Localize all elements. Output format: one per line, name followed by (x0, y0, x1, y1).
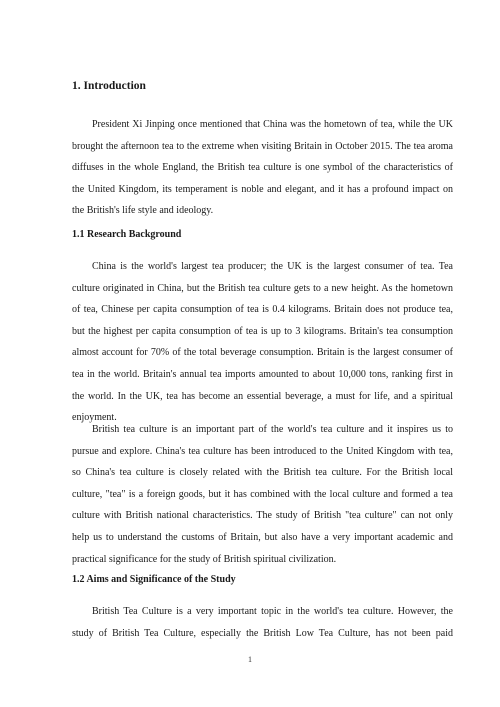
paragraph-line: brought the afternoon tea to the extreme when visiting Britain in October 2015. The tea aroma (72, 140, 453, 152)
paragraph-line: China is the world's largest tea producer; the UK is the largest consumer of tea. Tea (92, 261, 453, 272)
paragraph-line: practical significance for the study of British spiritual civilization. (72, 553, 337, 565)
paragraph-line: enjoyment. (72, 412, 117, 424)
paragraph-line: culture, "tea" is a foreign goods, but it has combined with the local culture and formed a tea (72, 488, 453, 500)
paragraph-line: diffuses in the whole England, the British tea culture is one symbol of the characteristics of (72, 162, 453, 174)
aims-significance-paragraph-1 (72, 601, 453, 644)
section-heading-research-background: 1.1 Research Background (72, 229, 182, 240)
page-number: 1 (248, 655, 252, 664)
paragraph-line: tea in the world. Britain's annual tea imports amounted to about 10,000 tons, ranking first in (72, 368, 453, 380)
paragraph-line: British tea culture is an important part of the world's tea culture and it inspires us to (92, 424, 453, 435)
section-heading-introduction: 1. Introduction (72, 80, 146, 92)
paragraph-line: study of British Tea Culture, especially the British Low Tea Culture, has not been paid (72, 627, 453, 639)
paragraph-line: British Tea Culture is a very important topic in the world's tea culture. However, the (92, 606, 453, 617)
research-background-paragraph-1 (72, 256, 453, 429)
paragraph-line: pursue and explore. China's tea culture has been introduced to the United Kingdom with tea, (72, 445, 453, 457)
paragraph-line: almost account for 70% of the total beverage consumption. Britain is the largest consumer of (72, 347, 453, 359)
paragraph-line: the British's life style and ideology. (72, 205, 214, 217)
paragraph-line: of tea, Chinese per capita consumption of tea is 0.4 kilograms. Britain does not produce tea, (72, 304, 453, 316)
paragraph-line: President Xi Jinping once mentioned that China was the hometown of tea, while the UK (92, 119, 453, 130)
paragraph-line: culture originated in China, but the British tea culture gets to a new height. As the hometown (72, 282, 453, 294)
paragraph-line: the world. In the UK, tea has become an essential beverage, a must for life, and a spiritual (72, 390, 453, 402)
paragraph-line: the United Kingdom, its temperament is noble and elegant, and it has a profound impact on (72, 183, 453, 195)
paragraph-line: but the highest per capita consumption of tea is up to 3 kilograms. Britain's tea consumption (72, 325, 453, 337)
paragraph-line: culture with British national characteristics. The study of British "tea culture" can not only (72, 510, 453, 522)
paragraph-line: help us to understand the customs of Britain, but also have a very important academic and (72, 531, 453, 543)
intro-paragraph (72, 114, 453, 222)
section-heading-aims-significance: 1.2 Aims and Significance of the Study (72, 574, 236, 585)
research-background-paragraph-2 (72, 419, 453, 570)
paragraph-line: so China's tea culture is closely related with the British tea culture. For the British local (72, 467, 453, 479)
